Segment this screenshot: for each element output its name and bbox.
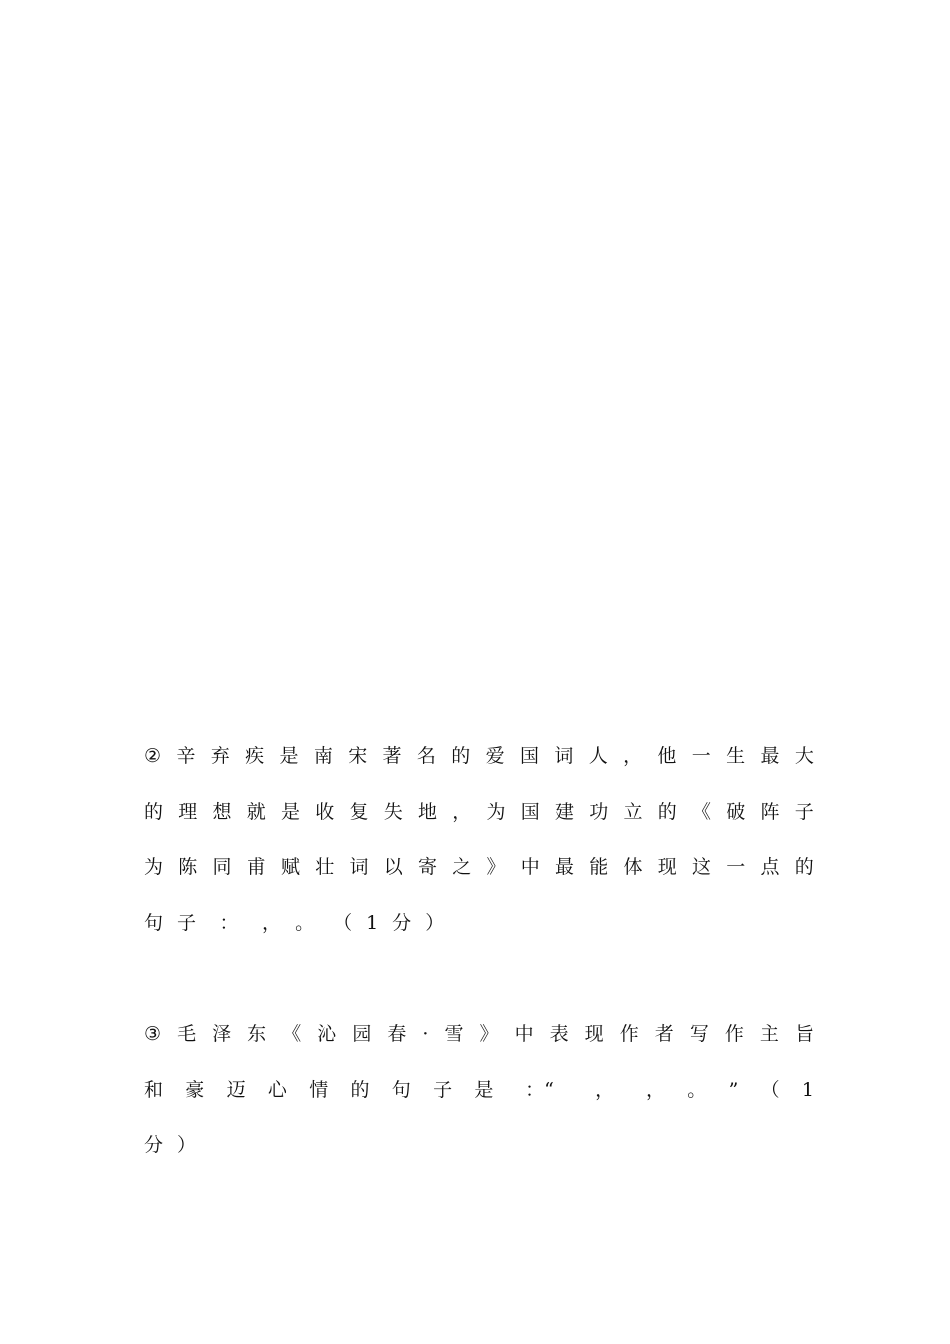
question-2 [144, 738, 814, 960]
question-3-line-3: 分 ） [144, 1134, 197, 1156]
question-3 [144, 1016, 814, 1183]
question-3-line-1: ③ 毛 泽 东 《 沁 园 春 · 雪 》 中 表 现 作 者 写 作 主 旨 [144, 1023, 814, 1045]
question-2-line-3: 为 陈 同 甫 赋 壮 词 以 寄 之 》 中 最 能 体 现 这 一 点 的 [144, 856, 814, 878]
question-2-line-1: ② 辛 弃 疾 是 南 宋 著 名 的 爱 国 词 人 ， 他 一 生 最 大 [144, 745, 814, 767]
question-2-line-4: 句 子 ： ， 。 （ 1 分 ） [144, 911, 445, 934]
question-3-line-2: 和 豪 迈 心 情 的 句 子 是 ：“ ， ， 。 ” （ 1 [144, 1078, 814, 1101]
question-2-line-2: 的 理 想 就 是 收 复 失 地 ， 为 国 建 功 立 的 《 破 阵 子 [144, 800, 814, 823]
